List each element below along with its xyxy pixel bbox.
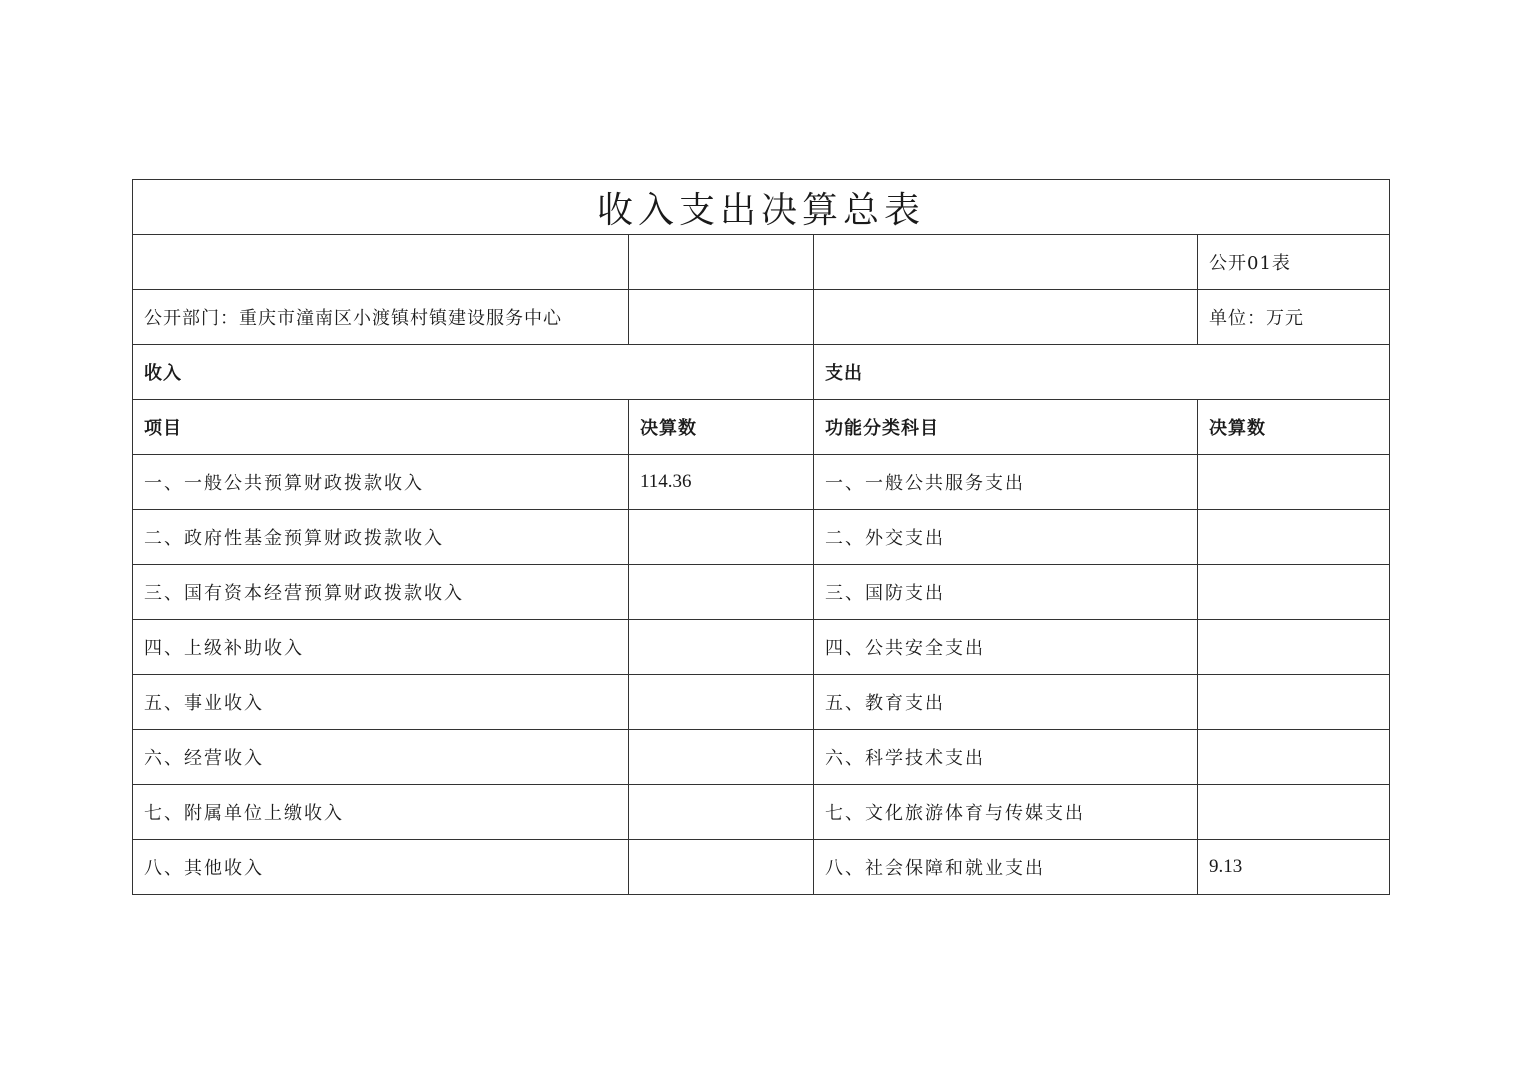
expense-amount: 9.13 [1198, 840, 1390, 895]
table-title: 收入支出决算总表 [133, 180, 1390, 235]
income-item: 八、其他收入 [133, 840, 629, 895]
income-item: 三、国有资本经营预算财政拨款收入 [133, 565, 629, 620]
income-amount [629, 620, 814, 675]
income-item-header: 项目 [133, 400, 629, 455]
income-item: 一、一般公共预算财政拨款收入 [133, 455, 629, 510]
table-row [133, 675, 1390, 730]
unit-label: 单位：万元 [1198, 290, 1390, 345]
expense-amount [1198, 730, 1390, 785]
table-row [133, 510, 1390, 565]
table-row [133, 785, 1390, 840]
empty-cell [814, 290, 1198, 345]
income-expense-table [132, 179, 1390, 895]
expense-amount [1198, 455, 1390, 510]
empty-cell [133, 235, 629, 290]
form-code: 公开01表 [1198, 235, 1390, 290]
income-item: 二、政府性基金预算财政拨款收入 [133, 510, 629, 565]
expense-amount [1198, 675, 1390, 730]
table-row [133, 840, 1390, 895]
income-amount [629, 510, 814, 565]
expense-item: 二、外交支出 [814, 510, 1198, 565]
expense-item: 八、社会保障和就业支出 [814, 840, 1198, 895]
empty-cell [629, 235, 814, 290]
expense-amount [1198, 565, 1390, 620]
table-row [133, 565, 1390, 620]
income-section-header: 收入 [133, 345, 814, 400]
expense-item: 六、科学技术支出 [814, 730, 1198, 785]
expense-item: 三、国防支出 [814, 565, 1198, 620]
expense-section-header: 支出 [814, 345, 1390, 400]
section-row [133, 345, 1390, 400]
table-row [133, 620, 1390, 675]
expense-amount [1198, 785, 1390, 840]
title-row [133, 180, 1390, 235]
table-row [133, 455, 1390, 510]
income-amount: 114.36 [629, 455, 814, 510]
expense-amount [1198, 510, 1390, 565]
column-header-row [133, 400, 1390, 455]
expense-item: 七、文化旅游体育与传媒支出 [814, 785, 1198, 840]
form-code-row [133, 235, 1390, 290]
income-item: 四、上级补助收入 [133, 620, 629, 675]
expense-item: 五、教育支出 [814, 675, 1198, 730]
department-label: 公开部门：重庆市潼南区小渡镇村镇建设服务中心 [133, 290, 629, 345]
expense-item-header: 功能分类科目 [814, 400, 1198, 455]
expense-amount [1198, 620, 1390, 675]
income-amount [629, 675, 814, 730]
income-amount-header: 决算数 [629, 400, 814, 455]
income-amount [629, 785, 814, 840]
income-amount [629, 730, 814, 785]
department-row [133, 290, 1390, 345]
income-item: 六、经营收入 [133, 730, 629, 785]
table-row [133, 730, 1390, 785]
income-amount [629, 840, 814, 895]
expense-item: 一、一般公共服务支出 [814, 455, 1198, 510]
income-item: 七、附属单位上缴收入 [133, 785, 629, 840]
empty-cell [814, 235, 1198, 290]
expense-amount-header: 决算数 [1198, 400, 1390, 455]
expense-item: 四、公共安全支出 [814, 620, 1198, 675]
income-amount [629, 565, 814, 620]
empty-cell [629, 290, 814, 345]
income-item: 五、事业收入 [133, 675, 629, 730]
